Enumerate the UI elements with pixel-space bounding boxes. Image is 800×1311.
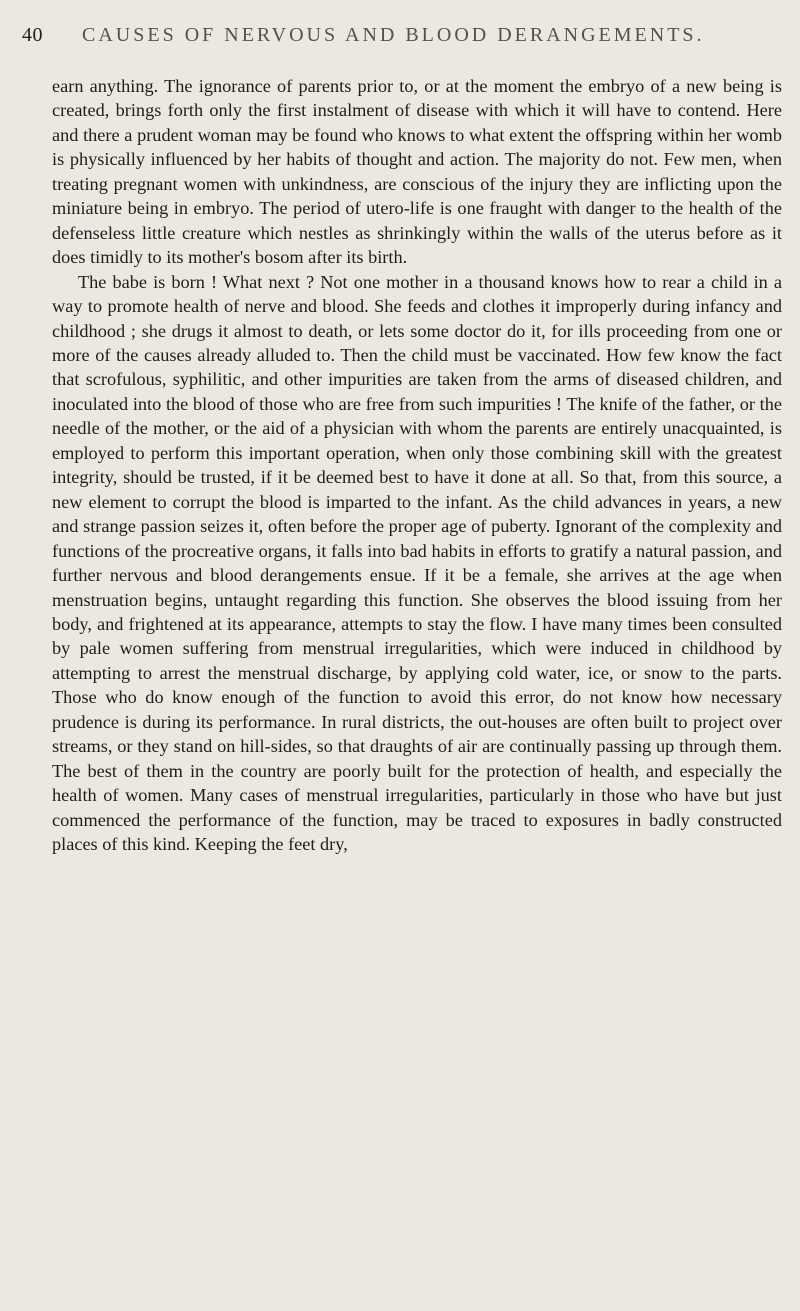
- body-text: [52, 74, 782, 857]
- page-header: [22, 24, 782, 64]
- running-head: CAUSES OF NERVOUS AND BLOOD DERANGEMENTS.: [82, 24, 705, 46]
- paragraph-2: The babe is born ! What next ? Not one mother in a thousand knows how to rear a child in a way to promote health of nerve and blood. She feeds and clothes it improperly during infancy and childhood ; she drugs it almost to death, or lets some doctor do it, for ills proceeding from one or more of the causes already alluded to. Then the child must be vaccinated. How few know the fact that scrofulous, syphilitic, and other impurities are taken from the arms of diseased children, and inoculated into the blood of those who are free from such impurities ! The knife of the father, or the needle of the mother, or the aid of a physician with whom the parents are entirely unacquainted, is employed to perform this important operation, when only those combining skill with the greatest integrity, should be trusted, if it be deemed best to have it done at all. So that, from this source, a new element to corrupt the blood is imparted to the infant. As the child advances in years, a new and strange passion seizes it, often before the proper age of puberty. Ignorant of the complexity and functions of the procreative organs, it falls into bad habits in efforts to gratify a natural passion, and further nervous and blood derangements ensue. If it be a female, she arrives at the age when menstruation begins, untaught regarding this function. She observes the blood issuing from her body, and frightened at its appearance, attempts to stay the flow. I have many times been consulted by pale women suffering from menstrual irregularities, which were induced in childhood by attempting to arrest the menstrual discharge, by applying cold water, ice, or snow to the parts. Those who do know enough of the function to avoid this error, do not know how necessary prudence is during its performance. In rural districts, the out-houses are often built to project over streams, or they stand on hill-sides, so that draughts of air are continually passing up through them. The best of them in the country are poorly built for the protection of health, and especially the health of women. Many cases of menstrual irregularities, particularly in those who have but just commenced the performance of the function, may be traced to exposures in badly constructed places of this kind. Keeping the feet dry,: [52, 271, 782, 855]
- page-number: 40: [22, 24, 43, 46]
- paragraph-1: earn anything. The ignorance of parents prior to, or at the moment the embryo of a new being is created, brings forth only the first instalment of disease with which it will have to contend. Here and there a prudent woman may be found who knows to what extent the offspring within her womb is physically influenced by her habits of thought and action. The majority do not. Few men, when treating pregnant women with unkindness, are conscious of the injury they are inflicting upon the miniature being in embryo. The period of utero-life is one fraught with danger to the health of the defenseless little creature which nestles as shrinkingly within the walls of the uterus before as it does timidly to its mother's bosom after its birth.: [52, 76, 782, 268]
